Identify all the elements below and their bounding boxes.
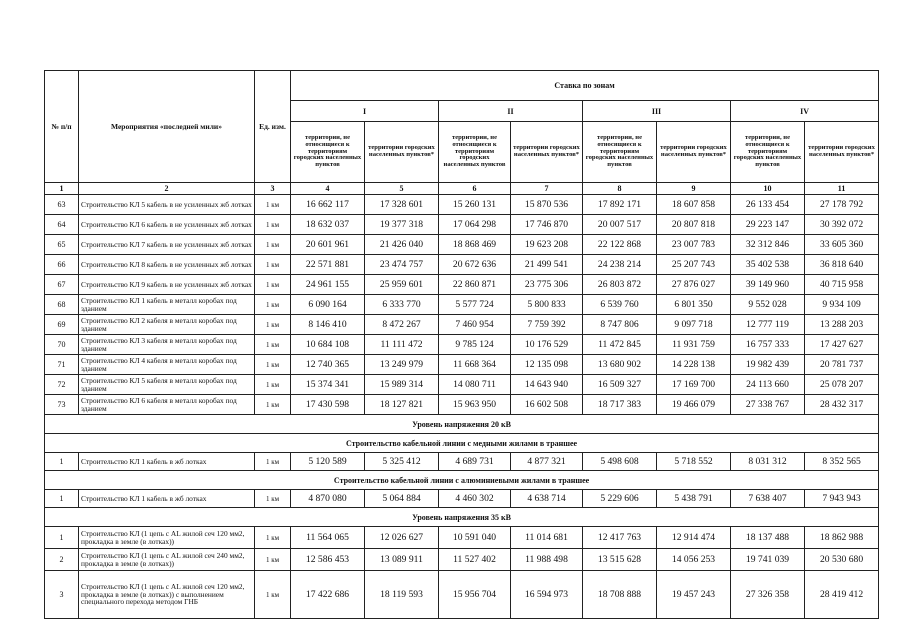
row-number: 1: [45, 490, 79, 508]
rate-value: 13 249 979: [365, 355, 439, 375]
column-number: 3: [255, 183, 291, 195]
row-number: 68: [45, 295, 79, 315]
rate-value: 22 571 881: [291, 255, 365, 275]
row-unit: 1 км: [255, 549, 291, 571]
row-number: 64: [45, 215, 79, 235]
column-number: 7: [511, 183, 583, 195]
zone-1-urban-header: территории городских населенных пунктов*: [365, 122, 439, 183]
table-row: [45, 295, 879, 315]
column-number: 10: [731, 183, 805, 195]
row-number: 63: [45, 195, 79, 215]
row-unit: 1 км: [255, 255, 291, 275]
rate-value: 14 228 138: [657, 355, 731, 375]
rate-value: 18 119 593: [365, 571, 439, 619]
rate-value: 19 982 439: [731, 355, 805, 375]
section-20kv-heading-row: [45, 415, 879, 434]
row-unit: 1 км: [255, 375, 291, 395]
rate-value: 20 601 961: [291, 235, 365, 255]
rate-value: 13 515 628: [583, 549, 657, 571]
rate-value: 9 934 109: [805, 295, 879, 315]
header-row-rate: [45, 71, 879, 101]
table-row: [45, 235, 879, 255]
rate-value: 36 818 640: [805, 255, 879, 275]
rate-value: 4 638 714: [511, 490, 583, 508]
rate-value: 16 509 327: [583, 375, 657, 395]
rate-value: 5 438 791: [657, 490, 731, 508]
rate-value: 25 207 743: [657, 255, 731, 275]
rate-value: 11 564 065: [291, 527, 365, 549]
rate-value: 20 530 680: [805, 549, 879, 571]
rate-value: 13 089 911: [365, 549, 439, 571]
rate-value: 18 127 821: [365, 395, 439, 415]
rate-value: 5 229 606: [583, 490, 657, 508]
rate-value: 9 785 124: [439, 335, 511, 355]
rate-value: 5 064 884: [365, 490, 439, 508]
rate-value: 27 876 027: [657, 275, 731, 295]
rate-value: 6 090 164: [291, 295, 365, 315]
rate-value: 20 807 818: [657, 215, 731, 235]
rate-value: 28 419 412: [805, 571, 879, 619]
rate-value: 10 591 040: [439, 527, 511, 549]
rate-value: 17 427 627: [805, 335, 879, 355]
table-row: [45, 355, 879, 375]
rate-value: 11 014 681: [511, 527, 583, 549]
column-number: 2: [79, 183, 255, 195]
rate-value: 26 803 872: [583, 275, 657, 295]
rate-value: 15 870 536: [511, 195, 583, 215]
rate-value: 17 064 298: [439, 215, 511, 235]
rate-value: 23 775 306: [511, 275, 583, 295]
row-name: Строительство КЛ (1 цепь с AL жилой сеч 120 мм2, прокладка в земле (в лотках)) с выполнением специального перехода методом ГНБ: [79, 571, 255, 619]
row-number: 69: [45, 315, 79, 335]
rate-value: 9 097 718: [657, 315, 731, 335]
rate-value: 15 989 314: [365, 375, 439, 395]
table-row: [45, 395, 879, 415]
table-row: [45, 549, 879, 571]
row-number: 1: [45, 453, 79, 471]
rate-value: 12 026 627: [365, 527, 439, 549]
row-number: 72: [45, 375, 79, 395]
table-row: [45, 215, 879, 235]
rate-value: 40 715 958: [805, 275, 879, 295]
table-row: [45, 375, 879, 395]
row-name: Строительство КЛ 1 кабель в жб лотках: [79, 490, 255, 508]
rate-value: 30 392 072: [805, 215, 879, 235]
rate-value: 23 007 783: [657, 235, 731, 255]
subsection-aluminium-heading: Строительство кабельной линии с алюминиевыми жилами в траншее: [45, 471, 879, 490]
rate-value: 7 759 392: [511, 315, 583, 335]
row-unit: 1 км: [255, 571, 291, 619]
rate-value: 14 056 253: [657, 549, 731, 571]
rate-value: 13 680 902: [583, 355, 657, 375]
rate-value: 11 668 364: [439, 355, 511, 375]
header-rate: Ставка по зонам: [291, 71, 879, 101]
column-number-row: [45, 183, 879, 195]
rate-value: 14 643 940: [511, 375, 583, 395]
rate-value: 5 800 833: [511, 295, 583, 315]
row-name: Строительство КЛ 7 кабель в не усиленных жб лотках: [79, 235, 255, 255]
rate-value: 19 377 318: [365, 215, 439, 235]
rate-value: 24 238 214: [583, 255, 657, 275]
rate-value: 17 169 700: [657, 375, 731, 395]
row-unit: 1 км: [255, 215, 291, 235]
rate-value: 18 717 383: [583, 395, 657, 415]
rate-value: 18 868 469: [439, 235, 511, 255]
rate-value: 16 602 508: [511, 395, 583, 415]
rate-value: 4 460 302: [439, 490, 511, 508]
rate-value: 25 078 207: [805, 375, 879, 395]
row-name: Строительство КЛ 6 кабеля в металл коробах под зданием: [79, 395, 255, 415]
rate-value: 10 176 529: [511, 335, 583, 355]
table-row: [45, 490, 879, 508]
rate-value: 19 466 079: [657, 395, 731, 415]
row-number: 73: [45, 395, 79, 415]
row-number: 65: [45, 235, 79, 255]
zone-2-urban-header: территории городских населенных пунктов*: [511, 122, 583, 183]
rate-value: 15 963 950: [439, 395, 511, 415]
rate-value: 14 080 711: [439, 375, 511, 395]
section-35kv-heading: Уровень напряжения 35 кВ: [45, 508, 879, 527]
column-number: 9: [657, 183, 731, 195]
row-name: Строительство КЛ 5 кабеля в металл коробах под зданием: [79, 375, 255, 395]
rate-value: 18 632 037: [291, 215, 365, 235]
table-row: [45, 527, 879, 549]
row-unit: 1 км: [255, 335, 291, 355]
rate-value: 21 499 541: [511, 255, 583, 275]
rate-value: 4 870 080: [291, 490, 365, 508]
table-row: [45, 453, 879, 471]
rate-value: 7 460 954: [439, 315, 511, 335]
rate-value: 18 607 858: [657, 195, 731, 215]
column-number: 4: [291, 183, 365, 195]
rate-value: 12 914 474: [657, 527, 731, 549]
zone-2-header: II: [439, 101, 583, 122]
table-row: [45, 275, 879, 295]
row-unit: 1 км: [255, 275, 291, 295]
rate-value: 6 801 350: [657, 295, 731, 315]
row-name: Строительство КЛ 3 кабеля в металл коробах под зданием: [79, 335, 255, 355]
rate-value: 32 312 846: [731, 235, 805, 255]
rate-value: 17 430 598: [291, 395, 365, 415]
table-row: [45, 571, 879, 619]
rate-value: 6 539 760: [583, 295, 657, 315]
row-name: Строительство КЛ 9 кабель в не усиленных жб лотках: [79, 275, 255, 295]
header-unit: Ед. изм.: [255, 71, 291, 183]
row-unit: 1 км: [255, 453, 291, 471]
column-number: 11: [805, 183, 879, 195]
section-20kv-heading: Уровень напряжения 20 кВ: [45, 415, 879, 434]
zone-3-urban-header: территории городских населенных пунктов*: [657, 122, 731, 183]
subsection-aluminium-heading-row: [45, 471, 879, 490]
row-unit: 1 км: [255, 235, 291, 255]
zone-3-non-urban-header: территории, не относящиеся к территориям городских населенных пунктов: [583, 122, 657, 183]
subsection-copper-heading-row: [45, 434, 879, 453]
row-unit: 1 км: [255, 490, 291, 508]
zone-1-header: I: [291, 101, 439, 122]
rate-value: 15 956 704: [439, 571, 511, 619]
rate-value: 21 426 040: [365, 235, 439, 255]
rate-value: 11 111 472: [365, 335, 439, 355]
rate-value: 20 007 517: [583, 215, 657, 235]
rate-value: 16 594 973: [511, 571, 583, 619]
row-unit: 1 км: [255, 527, 291, 549]
rate-value: 8 146 410: [291, 315, 365, 335]
rate-value: 17 328 601: [365, 195, 439, 215]
header-event: Мероприятия «последней мили»: [79, 71, 255, 183]
rate-value: 19 623 208: [511, 235, 583, 255]
rate-value: 35 402 538: [731, 255, 805, 275]
rate-value: 12 740 365: [291, 355, 365, 375]
rate-value: 26 133 454: [731, 195, 805, 215]
row-number: 66: [45, 255, 79, 275]
rate-value: 12 135 098: [511, 355, 583, 375]
rate-value: 11 988 498: [511, 549, 583, 571]
rate-value: 33 605 360: [805, 235, 879, 255]
table-row: [45, 255, 879, 275]
row-name: Строительство КЛ (1 цепь с AL жилой сеч 120 мм2, прокладка в земле (в лотках)): [79, 527, 255, 549]
rate-value: 25 959 601: [365, 275, 439, 295]
rate-value: 39 149 960: [731, 275, 805, 295]
rate-value: 12 777 119: [731, 315, 805, 335]
row-name: Строительство КЛ (1 цепь с AL жилой сеч 240 мм2, прокладка в земле (в лотках)): [79, 549, 255, 571]
row-number: 1: [45, 527, 79, 549]
rate-value: 10 684 108: [291, 335, 365, 355]
rate-value: 8 352 565: [805, 453, 879, 471]
rate-value: 11 931 759: [657, 335, 731, 355]
column-number: 5: [365, 183, 439, 195]
rate-value: 8 472 267: [365, 315, 439, 335]
rate-value: 17 892 171: [583, 195, 657, 215]
row-unit: 1 км: [255, 295, 291, 315]
tariff-table: [44, 70, 879, 619]
rate-value: 15 260 131: [439, 195, 511, 215]
zone-3-header: III: [583, 101, 731, 122]
rate-value: 5 577 724: [439, 295, 511, 315]
rate-value: 27 326 358: [731, 571, 805, 619]
rate-value: 18 862 988: [805, 527, 879, 549]
rate-value: 7 943 943: [805, 490, 879, 508]
table-row: [45, 315, 879, 335]
rate-value: 5 498 608: [583, 453, 657, 471]
row-number: 67: [45, 275, 79, 295]
zone-4-urban-header: территории городских населенных пунктов*: [805, 122, 879, 183]
rate-value: 28 432 317: [805, 395, 879, 415]
row-name: Строительство КЛ 6 кабель в не усиленных жб лотках: [79, 215, 255, 235]
rate-value: 16 757 333: [731, 335, 805, 355]
column-number: 8: [583, 183, 657, 195]
rate-value: 19 741 039: [731, 549, 805, 571]
zone-2-non-urban-header: территории, не относящиеся к территориям городских населенных пунктов: [439, 122, 511, 183]
row-name: Строительство КЛ 4 кабеля в металл коробах под зданием: [79, 355, 255, 375]
row-number: 70: [45, 335, 79, 355]
rate-value: 22 122 868: [583, 235, 657, 255]
rate-value: 5 718 552: [657, 453, 731, 471]
row-number: 2: [45, 549, 79, 571]
table-row: [45, 335, 879, 355]
rate-value: 4 877 321: [511, 453, 583, 471]
table-row: [45, 195, 879, 215]
rate-value: 29 223 147: [731, 215, 805, 235]
row-name: Строительство КЛ 1 кабель в жб лотках: [79, 453, 255, 471]
rate-value: 24 961 155: [291, 275, 365, 295]
zone-1-non-urban-header: территории, не относящиеся к территориям городских населенных пунктов: [291, 122, 365, 183]
rate-value: 5 325 412: [365, 453, 439, 471]
rate-value: 5 120 589: [291, 453, 365, 471]
rate-value: 27 178 792: [805, 195, 879, 215]
rate-value: 20 781 737: [805, 355, 879, 375]
row-unit: 1 км: [255, 195, 291, 215]
zone-4-non-urban-header: территории, не относящиеся к территориям городских населенных пунктов: [731, 122, 805, 183]
rate-value: 8 747 806: [583, 315, 657, 335]
row-name: Строительство КЛ 8 кабель в не усиленных жб лотках: [79, 255, 255, 275]
rate-value: 27 338 767: [731, 395, 805, 415]
rate-value: 11 472 845: [583, 335, 657, 355]
rate-value: 17 746 870: [511, 215, 583, 235]
subsection-copper-heading: Строительство кабельной линии с медными жилами в траншее: [45, 434, 879, 453]
row-unit: 1 км: [255, 395, 291, 415]
header-num: № п/п: [45, 71, 79, 183]
rate-value: 12 417 763: [583, 527, 657, 549]
rate-value: 17 422 686: [291, 571, 365, 619]
row-unit: 1 км: [255, 355, 291, 375]
zone-4-header: IV: [731, 101, 879, 122]
rate-value: 20 672 636: [439, 255, 511, 275]
rate-value: 7 638 407: [731, 490, 805, 508]
rate-value: 13 288 203: [805, 315, 879, 335]
rate-value: 11 527 402: [439, 549, 511, 571]
row-number: 3: [45, 571, 79, 619]
row-name: Строительство КЛ 2 кабеля в металл коробах под зданием: [79, 315, 255, 335]
rate-value: 8 031 312: [731, 453, 805, 471]
rate-value: 22 860 871: [439, 275, 511, 295]
column-number: 1: [45, 183, 79, 195]
rate-value: 24 113 660: [731, 375, 805, 395]
rate-value: 18 137 488: [731, 527, 805, 549]
rate-value: 12 586 453: [291, 549, 365, 571]
rate-value: 16 662 117: [291, 195, 365, 215]
row-name: Строительство КЛ 1 кабель в металл коробах под зданием: [79, 295, 255, 315]
rate-value: 15 374 341: [291, 375, 365, 395]
rate-value: 19 457 243: [657, 571, 731, 619]
rate-value: 18 708 888: [583, 571, 657, 619]
section-35kv-heading-row: [45, 508, 879, 527]
rate-value: 23 474 757: [365, 255, 439, 275]
rate-value: 4 689 731: [439, 453, 511, 471]
row-unit: 1 км: [255, 315, 291, 335]
rate-value: 9 552 028: [731, 295, 805, 315]
row-name: Строительство КЛ 5 кабель в не усиленных жб лотках: [79, 195, 255, 215]
rate-value: 6 333 770: [365, 295, 439, 315]
column-number: 6: [439, 183, 511, 195]
row-number: 71: [45, 355, 79, 375]
